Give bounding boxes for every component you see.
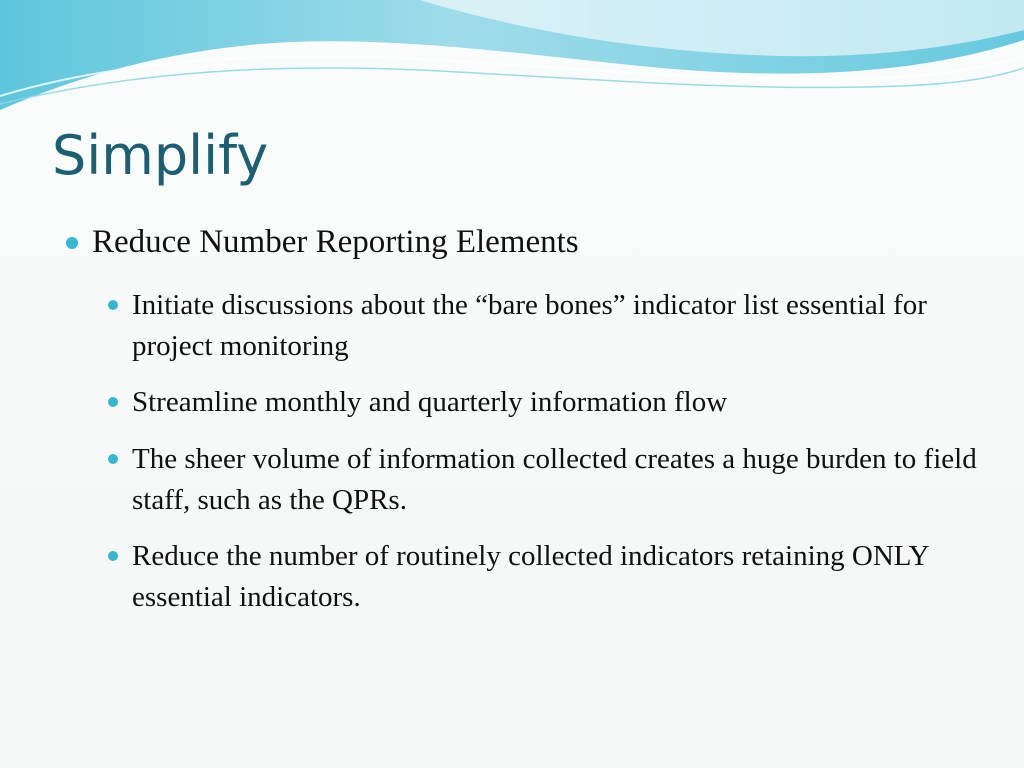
bullet-dot-icon	[108, 397, 118, 407]
sub-bullet-item	[106, 382, 994, 423]
slide-body	[64, 222, 994, 633]
sub-bullet-text: The sheer volume of information collected creates a huge burden to field staff, such as the QPRs.	[132, 443, 977, 516]
bullet-dot-icon	[108, 454, 118, 464]
sub-bullet-item	[106, 285, 994, 366]
sub-bullet-text: Reduce the number of routinely collected indicators retaining ONLY essential indicators.	[132, 540, 929, 613]
header-wave-decoration	[0, 0, 1024, 120]
sub-bullet-item	[106, 536, 994, 617]
bullet-text: Reduce Number Reporting Elements	[92, 224, 579, 260]
sub-bullet-text: Streamline monthly and quarterly information flow	[132, 386, 728, 419]
sub-bullet-item	[106, 439, 994, 520]
bullet-dot-icon	[66, 237, 78, 249]
bullet-level1	[64, 222, 994, 263]
sub-bullet-list	[106, 285, 994, 617]
sub-bullet-text: Initiate discussions about the “bare bones” indicator list essential for project monitoring	[132, 289, 927, 362]
slide-title: Simplify	[52, 124, 269, 187]
bullet-dot-icon	[108, 300, 118, 310]
bullet-dot-icon	[108, 551, 118, 561]
